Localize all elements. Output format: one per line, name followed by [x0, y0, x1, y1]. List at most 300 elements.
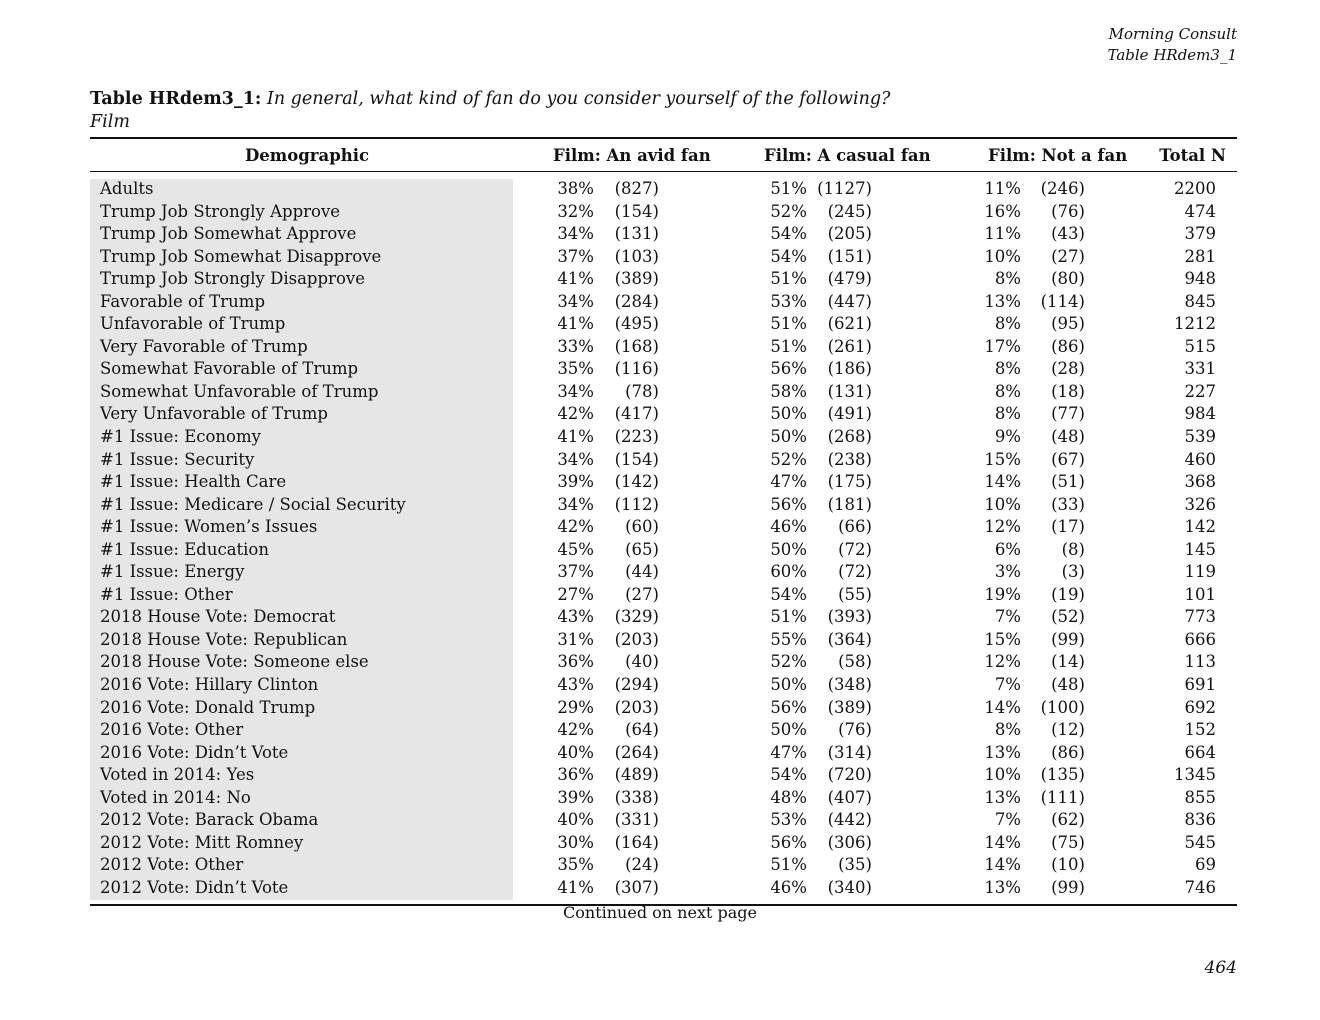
cell-avid-n: (294): [614, 675, 659, 695]
table-row: [90, 336, 1237, 359]
cell-casual-pct: 56%: [770, 359, 807, 379]
cell-not-pct: 3%: [994, 562, 1021, 582]
table-row: [90, 494, 1237, 517]
cell-avid-n: (284): [614, 291, 659, 311]
cell-total: 692: [1184, 697, 1216, 717]
cell-avid-pct: 35%: [557, 855, 594, 875]
cell-casual-pct: 50%: [770, 720, 807, 740]
cell-avid-pct: 37%: [557, 562, 594, 582]
cell-demographic: #1 Issue: Other: [100, 584, 233, 604]
cell-casual-n: (76): [838, 720, 872, 740]
table-header-row: [90, 139, 1237, 171]
cell-avid-pct: 35%: [557, 359, 594, 379]
cell-casual-pct: 50%: [770, 427, 807, 447]
cell-avid-pct: 38%: [557, 179, 594, 198]
cell-not-n: (28): [1051, 359, 1085, 379]
cell-avid-n: (116): [614, 359, 659, 379]
col-header-demographic: Demographic: [245, 146, 370, 165]
col-header-casual: Film: A casual fan: [764, 146, 931, 165]
cell-not-pct: 19%: [984, 584, 1021, 604]
page-header: [1108, 24, 1238, 66]
table-row: [90, 697, 1237, 720]
cell-total: 326: [1184, 494, 1216, 514]
cell-avid-n: (827): [614, 179, 659, 198]
cell-total: 545: [1184, 832, 1216, 852]
cell-not-n: (27): [1051, 246, 1085, 266]
cell-not-pct: 14%: [984, 472, 1021, 492]
cell-demographic: Trump Job Strongly Disapprove: [100, 269, 365, 289]
cell-avid-pct: 43%: [557, 675, 594, 695]
cell-demographic: 2016 Vote: Didn’t Vote: [100, 742, 289, 762]
cell-total: 773: [1184, 607, 1216, 627]
cell-casual-pct: 53%: [770, 291, 807, 311]
cell-avid-pct: 34%: [557, 494, 594, 514]
cell-casual-pct: 58%: [770, 381, 807, 401]
table-row: [90, 787, 1237, 810]
cell-casual-n: (58): [838, 652, 872, 672]
table-question: In general, what kind of fan do you consider yourself of the following?: [266, 89, 891, 109]
cell-not-n: (111): [1040, 787, 1085, 807]
table-row: [90, 449, 1237, 472]
cell-demographic: Trump Job Strongly Approve: [100, 201, 341, 221]
cell-casual-n: (238): [827, 449, 872, 469]
cell-demographic: 2012 Vote: Other: [100, 855, 244, 875]
cell-casual-n: (306): [827, 832, 872, 852]
cell-total: 281: [1184, 246, 1216, 266]
cell-avid-pct: 27%: [557, 584, 594, 604]
cell-total: 746: [1184, 877, 1216, 897]
cell-not-n: (17): [1051, 517, 1085, 537]
cell-not-n: (86): [1051, 336, 1085, 356]
cell-total: 855: [1184, 787, 1216, 807]
table-row: [90, 291, 1237, 314]
cell-not-n: (51): [1051, 472, 1085, 492]
cell-casual-pct: 51%: [770, 607, 807, 627]
cell-casual-pct: 50%: [770, 675, 807, 695]
col-header-total: Total N: [1159, 146, 1226, 165]
cell-avid-pct: 34%: [557, 224, 594, 244]
cell-avid-n: (223): [614, 427, 659, 447]
cell-not-n: (99): [1051, 877, 1085, 897]
cell-casual-n: (245): [827, 201, 872, 221]
cell-avid-n: (329): [614, 607, 659, 627]
cell-casual-n: (72): [838, 562, 872, 582]
header-table-id: Table HRdem3_1: [1107, 46, 1237, 64]
cell-casual-n: (393): [827, 607, 872, 627]
cell-casual-n: (72): [838, 539, 872, 559]
cell-not-pct: 10%: [984, 765, 1021, 785]
cell-total: 845: [1184, 291, 1216, 311]
cell-not-pct: 15%: [984, 629, 1021, 649]
cell-casual-pct: 52%: [770, 201, 807, 221]
cell-casual-pct: 51%: [770, 336, 807, 356]
cell-total: 145: [1184, 539, 1216, 559]
cell-casual-n: (364): [827, 629, 872, 649]
table-row: [90, 426, 1237, 449]
table-row: [90, 201, 1237, 224]
cell-casual-pct: 54%: [770, 765, 807, 785]
cell-avid-pct: 34%: [557, 449, 594, 469]
cell-casual-n: (205): [827, 224, 872, 244]
continued-note: Continued on next page: [563, 903, 757, 922]
cell-total: 515: [1184, 336, 1216, 356]
cell-casual-pct: 51%: [770, 179, 807, 198]
cell-demographic: 2016 Vote: Other: [100, 720, 244, 740]
cell-casual-n: (479): [827, 269, 872, 289]
cell-demographic: 2018 House Vote: Democrat: [100, 607, 336, 627]
cell-avid-pct: 45%: [557, 539, 594, 559]
cell-not-pct: 13%: [984, 787, 1021, 807]
cell-demographic: 2016 Vote: Hillary Clinton: [100, 675, 319, 695]
cell-not-pct: 14%: [984, 697, 1021, 717]
cell-casual-n: (35): [838, 855, 872, 875]
cell-total: 331: [1184, 359, 1216, 379]
cell-casual-pct: 48%: [770, 787, 807, 807]
cell-casual-pct: 54%: [770, 224, 807, 244]
cell-avid-pct: 41%: [557, 877, 594, 897]
cell-total: 379: [1184, 224, 1216, 244]
cell-not-pct: 10%: [984, 494, 1021, 514]
cell-casual-n: (151): [827, 246, 872, 266]
cell-avid-n: (44): [625, 562, 659, 582]
table-title-label: Table HRdem3_1:: [90, 89, 262, 109]
cell-demographic: 2012 Vote: Mitt Romney: [100, 832, 304, 852]
cell-not-n: (75): [1051, 832, 1085, 852]
cell-avid-n: (131): [614, 224, 659, 244]
cell-not-pct: 12%: [984, 517, 1021, 537]
cell-avid-n: (65): [625, 539, 659, 559]
cell-avid-n: (24): [625, 855, 659, 875]
col-header-avid: Film: An avid fan: [553, 146, 711, 165]
cell-not-pct: 13%: [984, 877, 1021, 897]
table-row: [90, 471, 1237, 494]
cell-casual-n: (340): [827, 877, 872, 897]
cell-avid-n: (40): [625, 652, 659, 672]
cell-not-pct: 15%: [984, 449, 1021, 469]
cell-demographic: #1 Issue: Health Care: [100, 472, 287, 492]
cell-casual-n: (1127): [817, 179, 872, 198]
cell-not-n: (48): [1051, 675, 1085, 695]
cell-demographic: #1 Issue: Energy: [100, 562, 245, 582]
table-title: [90, 88, 890, 134]
cell-avid-n: (154): [614, 201, 659, 221]
cell-total: 227: [1184, 381, 1216, 401]
table-row: [90, 854, 1237, 877]
cell-not-n: (19): [1051, 584, 1085, 604]
table-row: [90, 403, 1237, 426]
cell-avid-pct: 41%: [557, 427, 594, 447]
cell-avid-n: (338): [614, 787, 659, 807]
cell-total: 142: [1184, 517, 1216, 537]
cell-casual-n: (181): [827, 494, 872, 514]
cell-casual-pct: 52%: [770, 652, 807, 672]
cell-demographic: Trump Job Somewhat Disapprove: [100, 246, 382, 266]
cell-casual-pct: 46%: [770, 877, 807, 897]
cell-not-n: (100): [1040, 697, 1085, 717]
cell-avid-pct: 37%: [557, 246, 594, 266]
cell-not-n: (3): [1061, 562, 1085, 582]
cell-not-pct: 14%: [984, 832, 1021, 852]
cell-not-pct: 6%: [994, 539, 1021, 559]
cell-casual-n: (55): [838, 584, 872, 604]
cell-not-n: (10): [1051, 855, 1085, 875]
cell-demographic: Very Favorable of Trump: [100, 336, 308, 356]
cell-avid-pct: 29%: [557, 697, 594, 717]
cell-not-n: (43): [1051, 224, 1085, 244]
cell-not-pct: 8%: [994, 404, 1021, 424]
cell-avid-pct: 41%: [557, 269, 594, 289]
cell-not-n: (33): [1051, 494, 1085, 514]
cell-not-pct: 13%: [984, 742, 1021, 762]
cell-not-n: (86): [1051, 742, 1085, 762]
cell-casual-pct: 50%: [770, 539, 807, 559]
cell-casual-pct: 46%: [770, 517, 807, 537]
cell-casual-n: (268): [827, 427, 872, 447]
cell-not-pct: 11%: [984, 179, 1021, 198]
cell-avid-n: (78): [625, 381, 659, 401]
cell-avid-n: (60): [625, 517, 659, 537]
cell-avid-n: (203): [614, 629, 659, 649]
cell-not-pct: 7%: [994, 810, 1021, 830]
cell-avid-pct: 42%: [557, 517, 594, 537]
cell-demographic: #1 Issue: Women’s Issues: [100, 517, 318, 537]
cell-casual-pct: 51%: [770, 269, 807, 289]
cell-not-n: (67): [1051, 449, 1085, 469]
table-row: [90, 246, 1237, 269]
table-row: [90, 764, 1237, 787]
table-row: [90, 516, 1237, 539]
cell-avid-pct: 42%: [557, 720, 594, 740]
cell-total: 1212: [1174, 314, 1216, 334]
cell-demographic: 2018 House Vote: Republican: [100, 629, 348, 649]
table-row: [90, 629, 1237, 652]
cell-demographic: #1 Issue: Medicare / Social Security: [100, 494, 406, 514]
cell-avid-n: (495): [614, 314, 659, 334]
cell-demographic: #1 Issue: Economy: [100, 427, 261, 447]
cell-avid-pct: 36%: [557, 765, 594, 785]
cell-avid-pct: 40%: [557, 810, 594, 830]
cell-avid-n: (331): [614, 810, 659, 830]
cell-not-n: (77): [1051, 404, 1085, 424]
col-header-not-fan: Film: Not a fan: [988, 146, 1128, 165]
table-row: [90, 651, 1237, 674]
cell-casual-n: (720): [827, 765, 872, 785]
cell-avid-n: (264): [614, 742, 659, 762]
table-row: [90, 719, 1237, 742]
cell-casual-pct: 51%: [770, 314, 807, 334]
cell-not-n: (99): [1051, 629, 1085, 649]
cell-not-pct: 17%: [984, 336, 1021, 356]
cell-avid-n: (307): [614, 877, 659, 897]
cell-demographic: 2016 Vote: Donald Trump: [100, 697, 316, 717]
cell-not-n: (62): [1051, 810, 1085, 830]
cell-total: 836: [1184, 810, 1216, 830]
table-row: [90, 381, 1237, 404]
cell-avid-n: (164): [614, 832, 659, 852]
cell-not-n: (76): [1051, 201, 1085, 221]
cell-demographic: #1 Issue: Security: [100, 449, 255, 469]
cell-avid-n: (489): [614, 765, 659, 785]
cell-demographic: Somewhat Favorable of Trump: [100, 359, 359, 379]
cell-not-pct: 11%: [984, 224, 1021, 244]
cell-total: 2200: [1174, 179, 1216, 198]
cell-total: 460: [1184, 449, 1216, 469]
cell-avid-n: (142): [614, 472, 659, 492]
table-row: [90, 539, 1237, 562]
page-number: 464: [1204, 958, 1237, 978]
table-row: [90, 268, 1237, 291]
cell-casual-pct: 54%: [770, 246, 807, 266]
cell-total: 69: [1195, 855, 1216, 875]
cell-not-pct: 16%: [984, 201, 1021, 221]
cell-total: 664: [1184, 742, 1216, 762]
table-row: [90, 358, 1237, 381]
cell-not-n: (95): [1051, 314, 1085, 334]
cell-casual-n: (447): [827, 291, 872, 311]
cell-not-n: (14): [1051, 652, 1085, 672]
cell-total: 691: [1184, 675, 1216, 695]
cell-avid-pct: 32%: [557, 201, 594, 221]
cell-avid-pct: 40%: [557, 742, 594, 762]
cell-casual-n: (175): [827, 472, 872, 492]
cell-not-pct: 14%: [984, 855, 1021, 875]
cell-not-n: (246): [1040, 179, 1085, 198]
cell-not-n: (8): [1061, 539, 1085, 559]
cell-casual-n: (442): [827, 810, 872, 830]
cell-demographic: 2018 House Vote: Someone else: [100, 652, 369, 672]
cell-total: 368: [1184, 472, 1216, 492]
cell-not-n: (135): [1040, 765, 1085, 785]
cell-not-pct: 8%: [994, 359, 1021, 379]
table-body: [90, 172, 1237, 904]
cell-total: 1345: [1174, 765, 1216, 785]
cell-casual-pct: 56%: [770, 832, 807, 852]
cell-avid-pct: 41%: [557, 314, 594, 334]
cell-not-pct: 8%: [994, 720, 1021, 740]
table-row: [90, 178, 1237, 201]
cell-avid-pct: 39%: [557, 472, 594, 492]
cell-casual-n: (314): [827, 742, 872, 762]
cell-not-n: (80): [1051, 269, 1085, 289]
cell-casual-n: (131): [827, 381, 872, 401]
cell-avid-pct: 43%: [557, 607, 594, 627]
cell-not-pct: 10%: [984, 246, 1021, 266]
cell-not-pct: 7%: [994, 607, 1021, 627]
cell-not-pct: 9%: [994, 427, 1021, 447]
cell-total: 101: [1184, 584, 1216, 604]
cell-not-n: (18): [1051, 381, 1085, 401]
table-subtitle: Film: [90, 112, 130, 132]
cell-avid-n: (112): [614, 494, 659, 514]
table-row: [90, 223, 1237, 246]
cell-casual-n: (186): [827, 359, 872, 379]
cell-total: 152: [1184, 720, 1216, 740]
cell-casual-pct: 60%: [770, 562, 807, 582]
cell-casual-pct: 47%: [770, 472, 807, 492]
cell-not-pct: 8%: [994, 314, 1021, 334]
table-row: [90, 674, 1237, 697]
cell-avid-n: (168): [614, 336, 659, 356]
cell-casual-n: (261): [827, 336, 872, 356]
cell-avid-pct: 31%: [557, 629, 594, 649]
cell-total: 539: [1184, 427, 1216, 447]
cell-demographic: 2012 Vote: Didn’t Vote: [100, 877, 289, 897]
table-row: [90, 313, 1237, 336]
cell-demographic: 2012 Vote: Barack Obama: [100, 810, 319, 830]
cell-casual-pct: 47%: [770, 742, 807, 762]
cell-avid-pct: 34%: [557, 381, 594, 401]
cell-not-n: (114): [1040, 291, 1085, 311]
cell-casual-pct: 56%: [770, 697, 807, 717]
cell-total: 113: [1184, 652, 1216, 672]
cell-casual-n: (66): [838, 517, 872, 537]
cell-avid-n: (203): [614, 697, 659, 717]
cell-demographic: Somewhat Unfavorable of Trump: [100, 381, 379, 401]
cell-not-n: (52): [1051, 607, 1085, 627]
cell-demographic: Trump Job Somewhat Approve: [100, 224, 357, 244]
cell-demographic: #1 Issue: Education: [100, 539, 269, 559]
cell-avid-pct: 33%: [557, 336, 594, 356]
table-row: [90, 742, 1237, 765]
cell-not-n: (12): [1051, 720, 1085, 740]
table-row: [90, 584, 1237, 607]
cell-total: 474: [1184, 201, 1216, 221]
cell-not-pct: 8%: [994, 269, 1021, 289]
cell-avid-pct: 30%: [557, 832, 594, 852]
cell-total: 948: [1184, 269, 1216, 289]
cell-casual-n: (348): [827, 675, 872, 695]
cell-avid-n: (154): [614, 449, 659, 469]
cell-avid-pct: 42%: [557, 404, 594, 424]
cell-demographic: Adults: [100, 179, 154, 198]
cell-avid-pct: 34%: [557, 291, 594, 311]
cell-not-pct: 8%: [994, 381, 1021, 401]
cell-avid-n: (389): [614, 269, 659, 289]
cell-demographic: Voted in 2014: Yes: [100, 765, 255, 785]
cell-casual-n: (407): [827, 787, 872, 807]
cell-casual-n: (491): [827, 404, 872, 424]
cell-total: 666: [1184, 629, 1216, 649]
cell-avid-pct: 36%: [557, 652, 594, 672]
cell-total: 119: [1184, 562, 1216, 582]
cell-casual-pct: 53%: [770, 810, 807, 830]
table-row: [90, 606, 1237, 629]
table-row: [90, 877, 1237, 900]
cell-casual-n: (621): [827, 314, 872, 334]
cell-casual-pct: 52%: [770, 449, 807, 469]
table-row: [90, 832, 1237, 855]
table-row: [90, 561, 1237, 584]
cell-not-pct: 13%: [984, 291, 1021, 311]
cell-demographic: Favorable of Trump: [100, 291, 266, 311]
cell-casual-pct: 54%: [770, 584, 807, 604]
cell-total: 984: [1184, 404, 1216, 424]
cell-demographic: Voted in 2014: No: [100, 787, 251, 807]
header-org: Morning Consult: [1108, 25, 1237, 43]
cell-casual-n: (389): [827, 697, 872, 717]
cell-not-n: (48): [1051, 427, 1085, 447]
cell-not-pct: 12%: [984, 652, 1021, 672]
cell-avid-n: (417): [614, 404, 659, 424]
cell-avid-n: (103): [614, 246, 659, 266]
cell-casual-pct: 56%: [770, 494, 807, 514]
cell-avid-pct: 39%: [557, 787, 594, 807]
data-table: [90, 137, 1237, 906]
cell-not-pct: 7%: [994, 675, 1021, 695]
cell-casual-pct: 55%: [770, 629, 807, 649]
cell-avid-n: (64): [625, 720, 659, 740]
cell-avid-n: (27): [625, 584, 659, 604]
